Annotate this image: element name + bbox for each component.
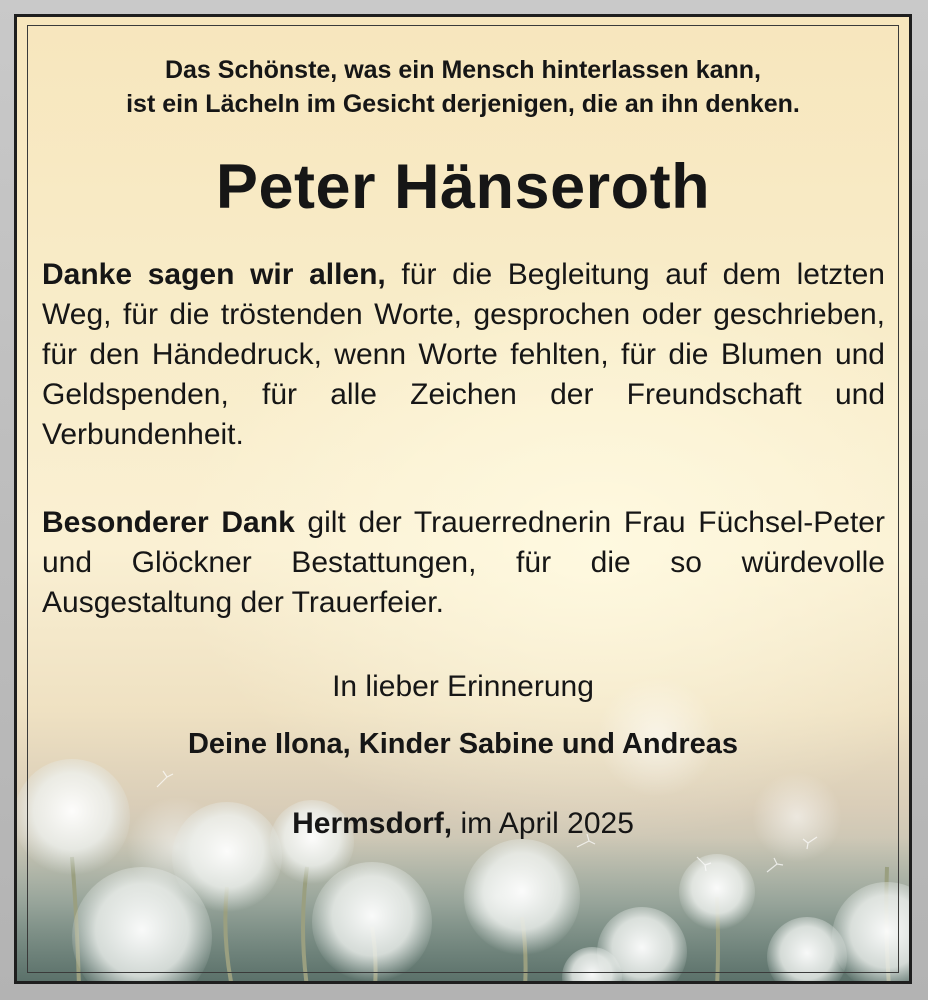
date: im April 2025 bbox=[452, 807, 634, 840]
thanks-text: für die Begleitung auf dem letzten Weg, für die tröstenden Worte, gesprochen oder geschrieben, für den Händedruck, wenn Worte fehlten, für die Blumen und Geldspenden, für alle Zeichen der Freundschaft und Verbundenheit. bbox=[42, 258, 885, 451]
quote-line-1: Das Schönste, was ein Mensch hinterlassen kann, bbox=[164, 56, 762, 84]
special-thanks-text: gilt der Trauerrednerin Frau Füchsel-Peter und Glöckner Bestattungen, für die so würdevolle Ausgestaltung der Trauerfeier. bbox=[42, 506, 885, 619]
remembrance-line: In lieber Erinnerung bbox=[332, 670, 594, 703]
place: Hermsdorf, bbox=[292, 807, 453, 840]
place-date-line bbox=[37, 804, 889, 844]
deceased-name: Peter Hänseroth bbox=[215, 152, 711, 222]
quote-line-2: ist ein Lächeln im Gesicht derjenigen, die an ihn denken. bbox=[126, 90, 800, 118]
memorial-quote bbox=[57, 53, 869, 121]
family-signature: Deine Ilona, Kinder Sabine und Andreas bbox=[187, 728, 739, 760]
special-thanks-paragraph bbox=[42, 503, 885, 623]
thanks-paragraph bbox=[42, 255, 885, 455]
obituary-card bbox=[14, 14, 912, 984]
special-thanks-lead: Besonderer Dank bbox=[42, 506, 295, 539]
thanks-lead: Danke sagen wir allen, bbox=[42, 258, 386, 291]
